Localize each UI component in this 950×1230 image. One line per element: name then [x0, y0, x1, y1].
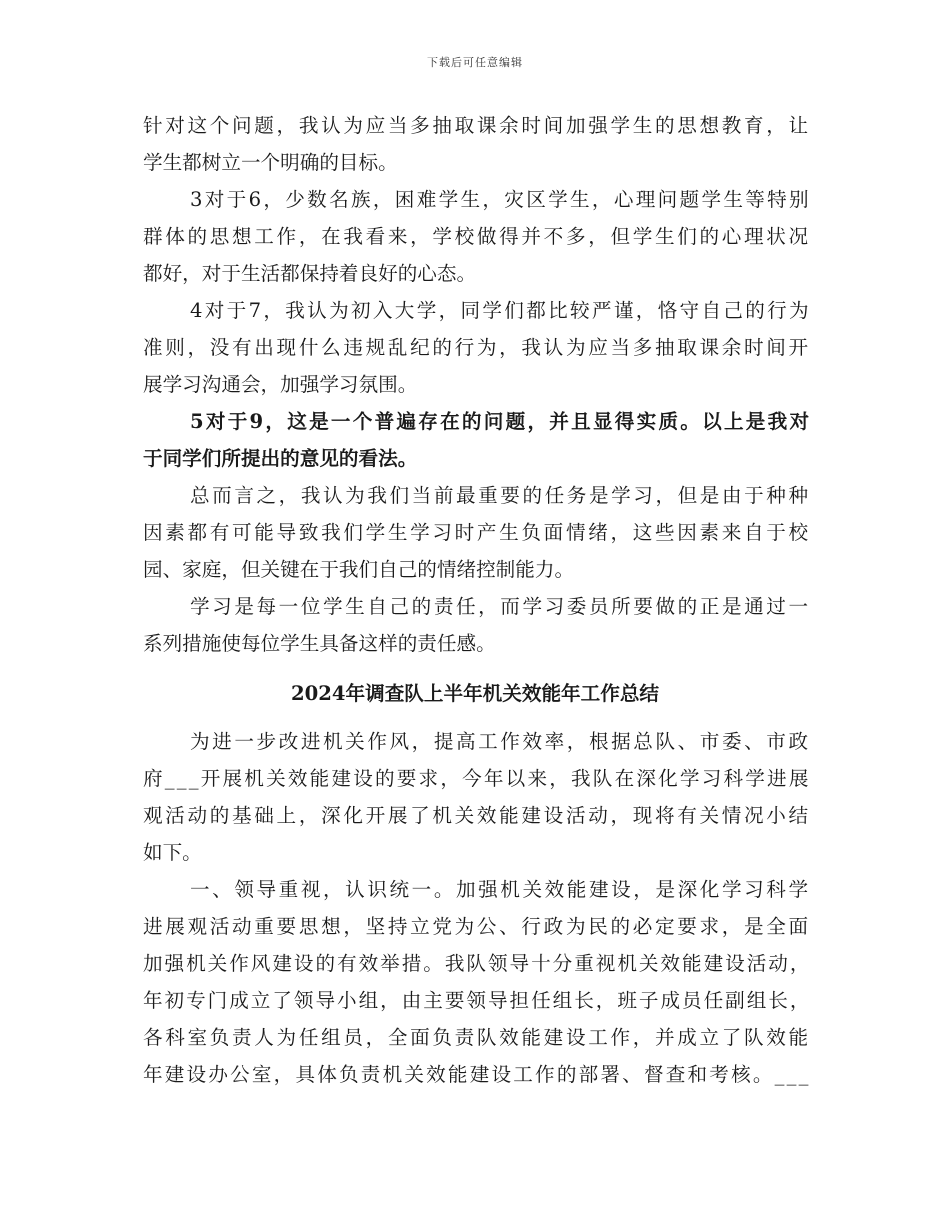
text-line: 准则，没有出现什么违规乱纪的行为，我认为应当多抽取课余时间开	[143, 336, 811, 359]
text-line: 观活动的基础上，深化开展了机关效能建设活动，现将有关情况小结	[143, 804, 811, 827]
text-line: 3对于6，少数名族，困难学生，灾区学生，心理问题学生等特别	[190, 188, 811, 211]
text-line: 因素都有可能导致我们学生学习时产生负面情绪，这些因素来自于校	[143, 521, 811, 544]
text-line: 园、家庭，但关键在于我们自己的情绪控制能力。	[143, 558, 575, 581]
document-title: 2024年调查队上半年机关效能年工作总结	[290, 682, 660, 705]
text-line: 年初专门成立了领导小组，由主要领导担任组长，班子成员任副组长，	[143, 989, 812, 1012]
text-line: 系列措施使每位学生具备这样的责任感。	[143, 632, 496, 655]
text-line: 4对于7，我认为初入大学，同学们都比较严谨，恪守自己的行为	[190, 299, 811, 322]
text-line: 年建设办公室，具体负责机关效能建设工作的部署、督查和考核。___	[143, 1063, 811, 1086]
page-header: 下载后可任意编辑	[427, 56, 523, 69]
text-line: 如下。	[143, 841, 202, 864]
text-line: 总而言之，我认为我们当前最重要的任务是学习，但是由于种种	[190, 484, 811, 507]
text-line-bold: 于同学们所提出的意见的看法。	[143, 447, 418, 470]
text-line-bold: 5对于9，这是一个普遍存在的问题，并且显得实质。以上是我对	[190, 410, 812, 433]
text-line: 针对这个问题，我认为应当多抽取课余时间加强学生的思想教育，让	[143, 114, 811, 137]
text-line: 展学习沟通会，加强学习氛围。	[143, 373, 418, 396]
text-line: 府___开展机关效能建设的要求，今年以来，我队在深化学习科学进展	[143, 767, 811, 790]
text-line: 各科室负责人为任组员，全面负责队效能建设工作，并成立了队效能	[143, 1026, 811, 1049]
text-line: 群体的思想工作，在我看来，学校做得并不多，但学生们的心理状况	[143, 225, 811, 248]
text-line: 为进一步改进机关作风，提高工作效率，根据总队、市委、市政	[190, 730, 811, 753]
text-line: 学生都树立一个明确的目标。	[143, 151, 398, 174]
text-line: 都好，对于生活都保持着良好的心态。	[143, 262, 477, 285]
text-line: 学习是每一位学生自己的责任，而学习委员所要做的正是通过一	[190, 595, 811, 618]
text-line: 一、领导重视，认识统一。加强机关效能建设，是深化学习科学	[190, 878, 811, 901]
text-line: 加强机关作风建设的有效举措。我队领导十分重视机关效能建设活动，	[143, 952, 812, 975]
text-line: 进展观活动重要思想，坚持立党为公、行政为民的必定要求，是全面	[143, 915, 811, 938]
